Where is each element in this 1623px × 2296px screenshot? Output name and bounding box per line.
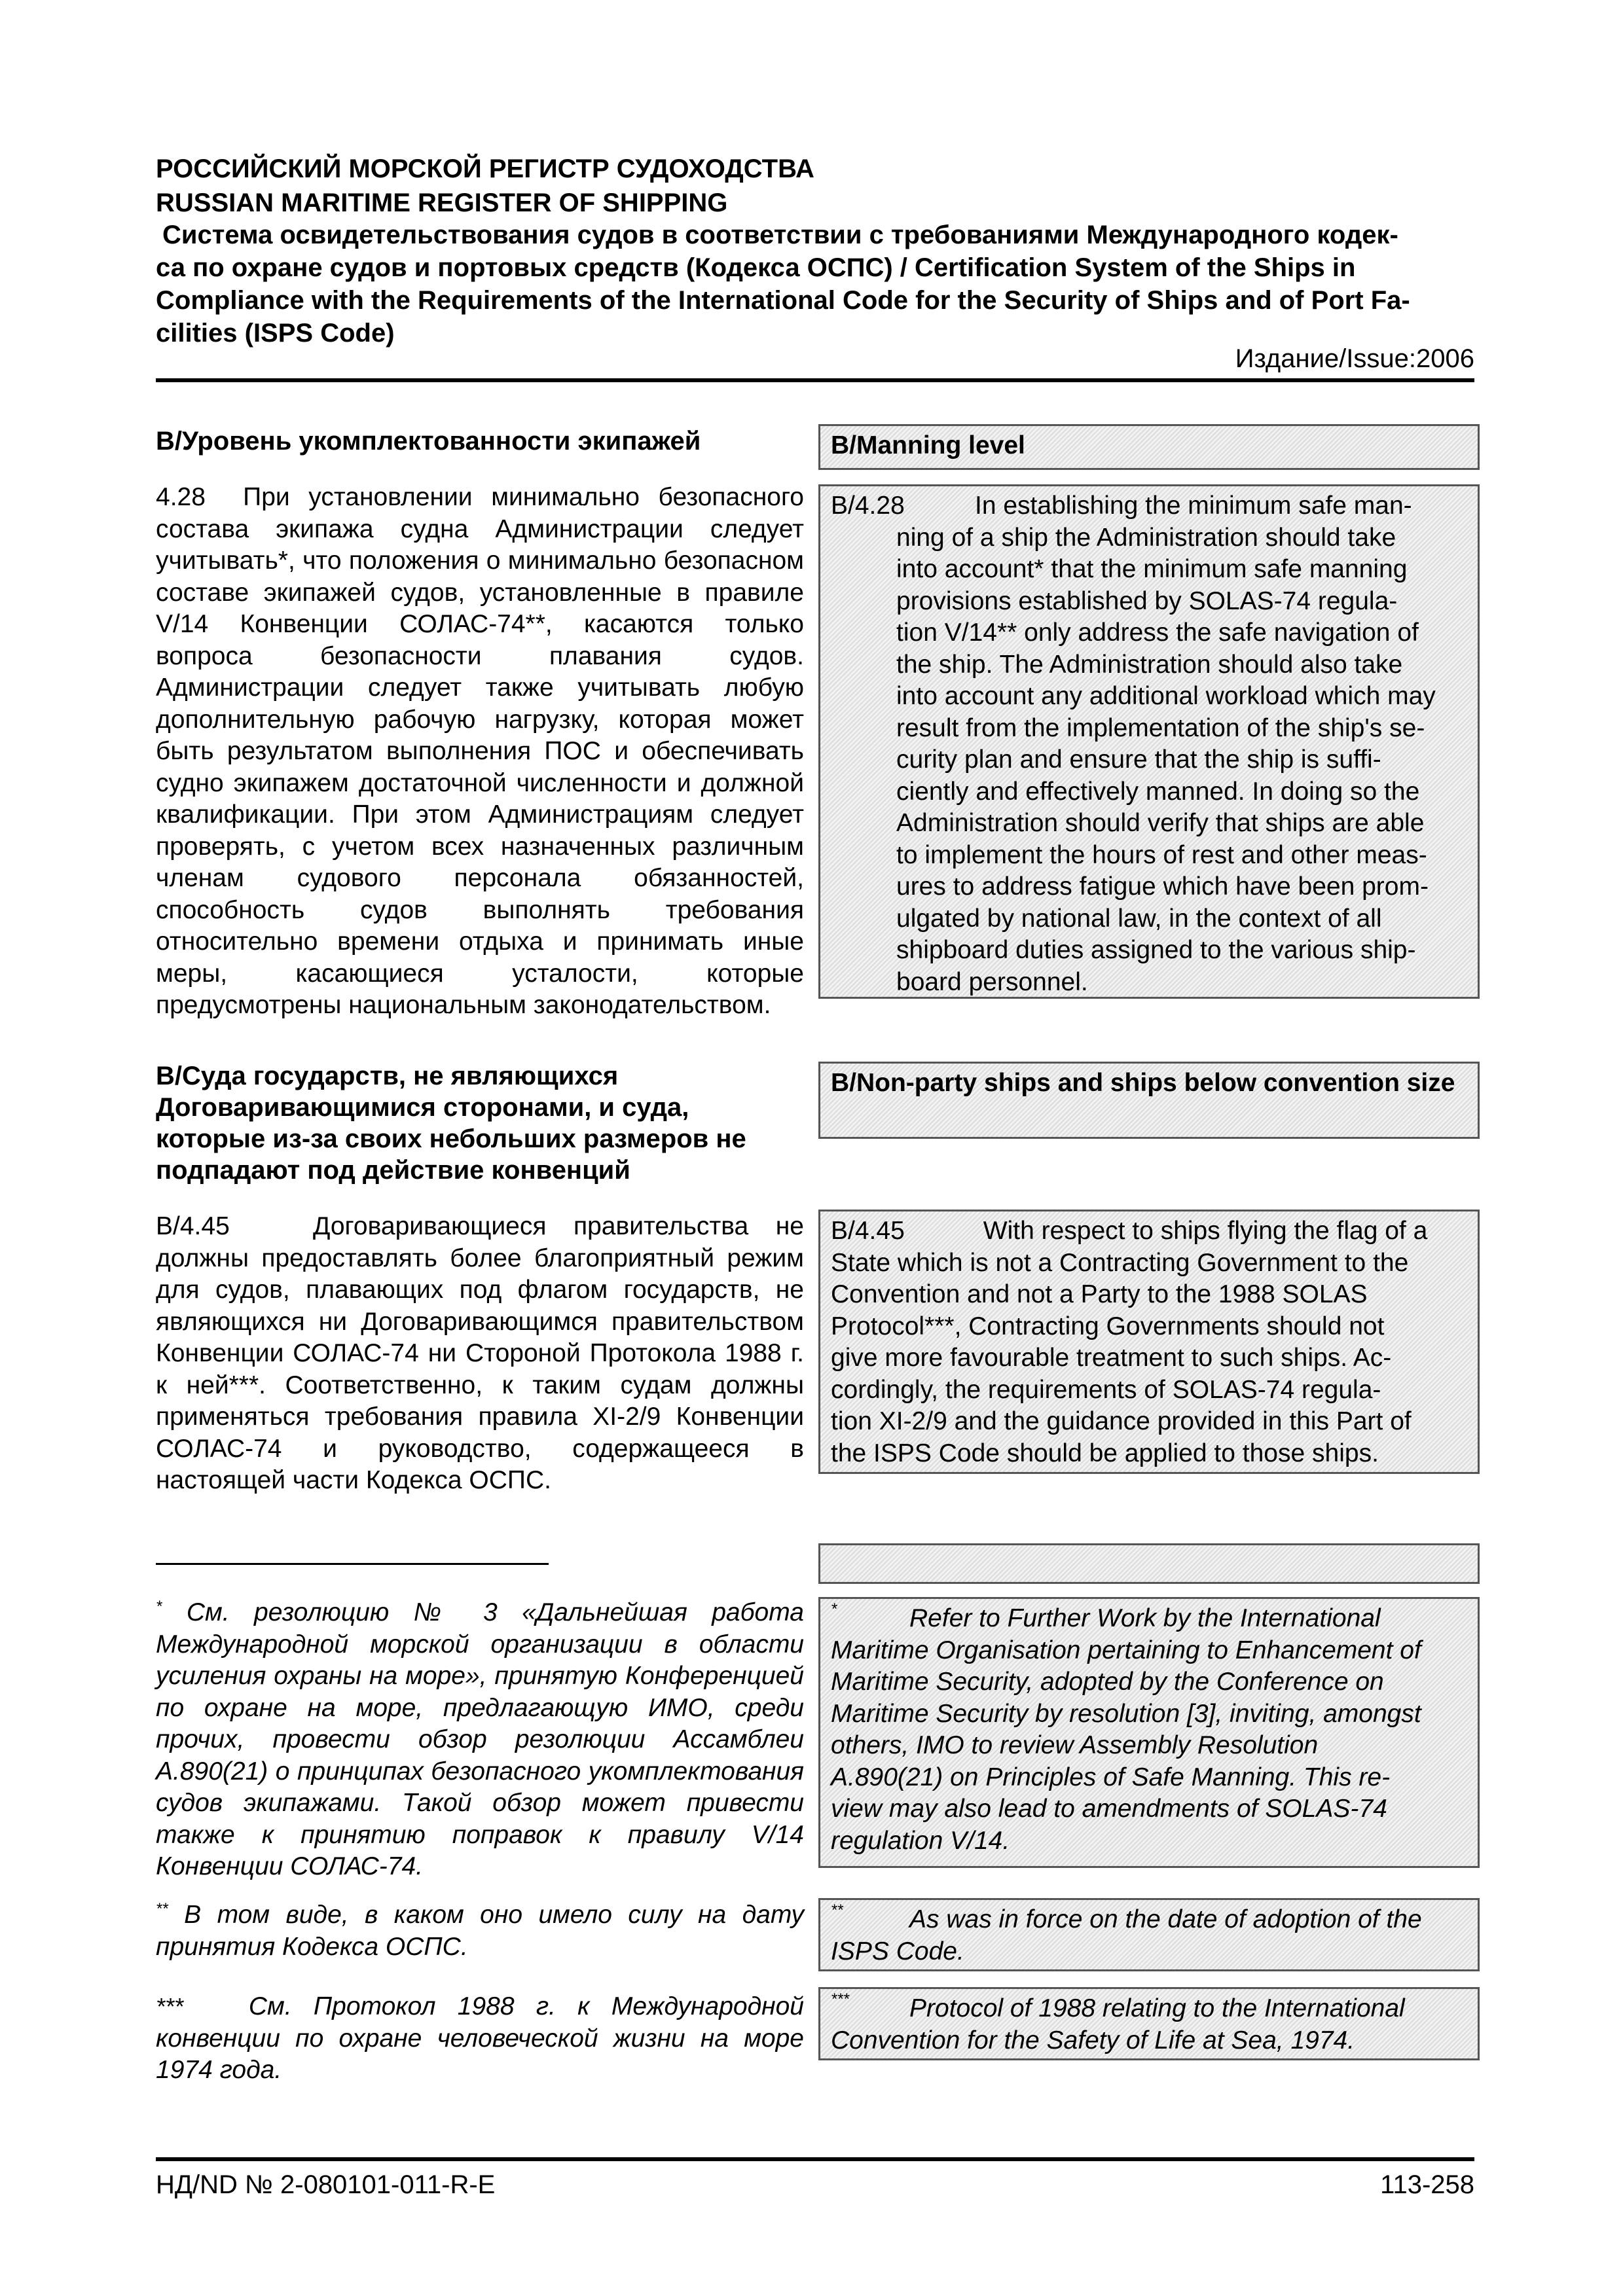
- footnote-line: regulation V/14.: [831, 1826, 1010, 1855]
- clause-number: B/4.45: [831, 1217, 905, 1245]
- footnote-3-ru: [156, 1991, 804, 2087]
- clause-text: При установлении минимально безопасного состава экипажа судна Администрации следует учитывать*, что положения о минимально безопасном составе экипажей судов, установленные в правиле V/14 Конвенции СОЛАС-74**, касаются только вопроса безопасности плавания судов. Администрации следует также учитывать любую дополнительную рабочую нагрузку, которая может быть результатом выполнения ПОС и обеспечивать судно экипажем достаточной численности и должной квалификации. При этом Администрациям следует проверять, с учетом всех назначенных различным членам судового персонала обязанностей, способность судов выполнять требования относительно времени отдыха и принимать иные меры, касающиеся усталости, которые предусмотрены национальным законодательством.: [156, 483, 804, 1019]
- footnote-line: As was in force on the date of adoption of the: [909, 1905, 1422, 1933]
- clause-line: into account any additional workload which may: [896, 682, 1436, 710]
- footnote-text: См. резолюцию № 3 «Дальнейшая работа Международной морской организации в области усиления охраны на море», принятую Конференцией по охране на море, предлагающую ИМО, среди прочих, провести обзор резолюции Ассамблеи А.890(21) о принципах безопасного укомплектования судов экипажами. Такой обзор может привести также к принятию поправок к правилу V/14 Конвенции СОЛАС-74.: [156, 1598, 804, 1880]
- clause-line: ulgated by national law, in the context of all: [896, 904, 1382, 933]
- clause-line: provisions established by SOLAS-74 regula-: [896, 586, 1398, 615]
- header-title-line: са по охране судов и портовых средств (Кодекса ОСПС) / Certification System of the Ships in: [156, 253, 1356, 282]
- clause-line: the ISPS Code should be applied to those ships.: [831, 1439, 1379, 1467]
- clause-line: into account* that the minimum safe manning: [896, 555, 1408, 583]
- footnote-line: Maritime Security by resolution [3], inviting, amongst: [831, 1699, 1421, 1728]
- clause-line: curity plan and ensure that the ship is suffi-: [896, 745, 1381, 774]
- header-divider: [156, 378, 1474, 382]
- footnote-line: view may also lead to amendments of SOLAS-74: [831, 1795, 1387, 1823]
- clause-line: tion XI-2/9 and the guidance provided in this Part of: [831, 1407, 1412, 1435]
- issue-label: Издание/Issue:2006: [1235, 344, 1474, 373]
- clause-line: Protocol***, Contracting Governments should not: [831, 1312, 1385, 1340]
- header-title-line: Система освидетельствования судов в соответствии с требованиями Международного кодек-: [162, 221, 1398, 249]
- heading-manning-en: B/Manning level: [818, 424, 1480, 470]
- heading-nonparty-ru: B/Суда государств, не являющихся Договаривающимися сторонами, и суда, которые из-за своих небольших размеров не подпадают под действие конвенций: [156, 1062, 746, 1185]
- clause-number: 4.28: [156, 483, 206, 511]
- footnote-text: См. Протокол 1988 г. к Международной конвенции по охране человеческой жизни на море 1974 года.: [156, 1992, 804, 2084]
- clause-line: With respect to ships flying the flag of a: [983, 1217, 1428, 1245]
- footnote-mark: ***: [156, 1993, 184, 2020]
- clause-line: Convention and not a Party to the 1988 SOLAS: [831, 1280, 1368, 1308]
- clause-text: Договаривающиеся правительства не должны предоставлять более благоприятный режим для судов, плавающих под флагом государств, не являющихся ни Договаривающимся правительством Конвенции СОЛАС-74 ни Стороной Протокола 1988 г. к ней***. Соответственно, к таким судам должны применяться требования правила XI-2/9 Конвенции СОЛАС-74 и руководство, содержащееся в настоящей части Кодекса ОСПС.: [156, 1212, 804, 1494]
- clause-line: shipboard duties assigned to the various ship-: [896, 936, 1416, 964]
- footnote-2-ru: [156, 1899, 804, 1963]
- footnote-line: others, IMO to review Assembly Resolution: [831, 1731, 1319, 1759]
- clause-line: ciently and effectively manned. In doing so the: [896, 777, 1420, 806]
- clause-number: B/4.28: [831, 492, 905, 520]
- footnote-line: Maritime Security, adopted by the Conference on: [831, 1668, 1384, 1696]
- clause-line: cordingly, the requirements of SOLAS-74 regula-: [831, 1375, 1381, 1404]
- footnote-separator: [156, 1563, 549, 1565]
- clause-line: Administration should verify that ships are able: [896, 809, 1425, 837]
- clause-number: B/4.45: [156, 1212, 230, 1240]
- footnote-line: ISPS Code.: [831, 1937, 964, 1965]
- clause-line: ures to address fatigue which have been prom-: [896, 872, 1429, 901]
- footnote-1-ru: [156, 1597, 804, 1883]
- page-number: 113-258: [1380, 2170, 1474, 2199]
- clause-line: to implement the hours of rest and other meas-: [896, 840, 1427, 869]
- footnote-line: Maritime Organisation pertaining to Enhancement of: [831, 1636, 1421, 1664]
- footnote-1-en: * Refer to Further Work by the International Maritime Organisation pertaining to Enhancement of Maritime Security, adopted by the Conference on Maritime Security by resolution [3], inviting, amongst others, IMO to review Assembly Resolution A.890(21) on Principles of Safe Manning. This re- view may also lead to amendments of SOLAS-74 regulation V/14.: [818, 1597, 1480, 1868]
- footer-divider: [156, 2157, 1474, 2161]
- clause-line: In establishing the minimum safe man-: [975, 492, 1412, 520]
- clause-line: ning of a ship the Administration should take: [896, 523, 1396, 552]
- footnote-mark: **: [156, 1900, 168, 1918]
- para-nonparty-ru: [156, 1211, 804, 1497]
- header-title: [156, 219, 1472, 350]
- clause-line: tion V/14** only address the safe navigation of: [896, 619, 1419, 647]
- footnote-separator-box: [818, 1543, 1480, 1584]
- clause-line: give more favourable treatment to such ships. Ac-: [831, 1344, 1392, 1372]
- header-org-ru: РОССИЙСКИЙ МОРСКОЙ РЕГИСТР СУДОХОДСТВА: [156, 154, 814, 183]
- clause-line: board personnel.: [896, 967, 1088, 996]
- para-manning-en: [818, 484, 1480, 999]
- heading-nonparty-en: B/Non-party ships and ships below convention size: [818, 1062, 1480, 1139]
- footnote-line: Protocol of 1988 relating to the International: [909, 1994, 1405, 2022]
- clause-line: State which is not a Contracting Government to the: [831, 1248, 1409, 1277]
- para-manning-ru: [156, 482, 804, 1022]
- footnote-2-en: ** As was in force on the date of adoption of the ISPS Code.: [818, 1898, 1480, 1971]
- clause-line: result from the implementation of the ship's se-: [896, 713, 1425, 742]
- heading-manning-ru: B/Уровень укомплектованности экипажей: [156, 427, 701, 456]
- footnote-line: Convention for the Safety of Life at Sea, 1974.: [831, 2026, 1355, 2054]
- footnote-mark: *: [156, 1598, 162, 1615]
- header-title-line: Compliance with the Requirements of the International Code for the Security of Ships and of Port Fa-: [156, 286, 1410, 315]
- header-title-line: cilities (ISPS Code): [156, 319, 395, 348]
- header-org-en: RUSSIAN MARITIME REGISTER OF SHIPPING: [156, 188, 728, 217]
- footnote-line: A.890(21) on Principles of Safe Manning. This re-: [831, 1763, 1391, 1791]
- footnote-3-en: *** Protocol of 1988 relating to the International Convention for the Safety of Life at Sea, 1974.: [818, 1987, 1480, 2060]
- doc-number: НД/ND № 2-080101-011-R-E: [156, 2170, 496, 2199]
- para-nonparty-en: [818, 1210, 1480, 1474]
- footnote-text: В том виде, в каком оно имело силу на дату принятия Кодекса ОСПС.: [156, 1901, 805, 1961]
- clause-line: the ship. The Administration should also take: [896, 650, 1403, 679]
- footnote-line: Refer to Further Work by the International: [909, 1604, 1381, 1632]
